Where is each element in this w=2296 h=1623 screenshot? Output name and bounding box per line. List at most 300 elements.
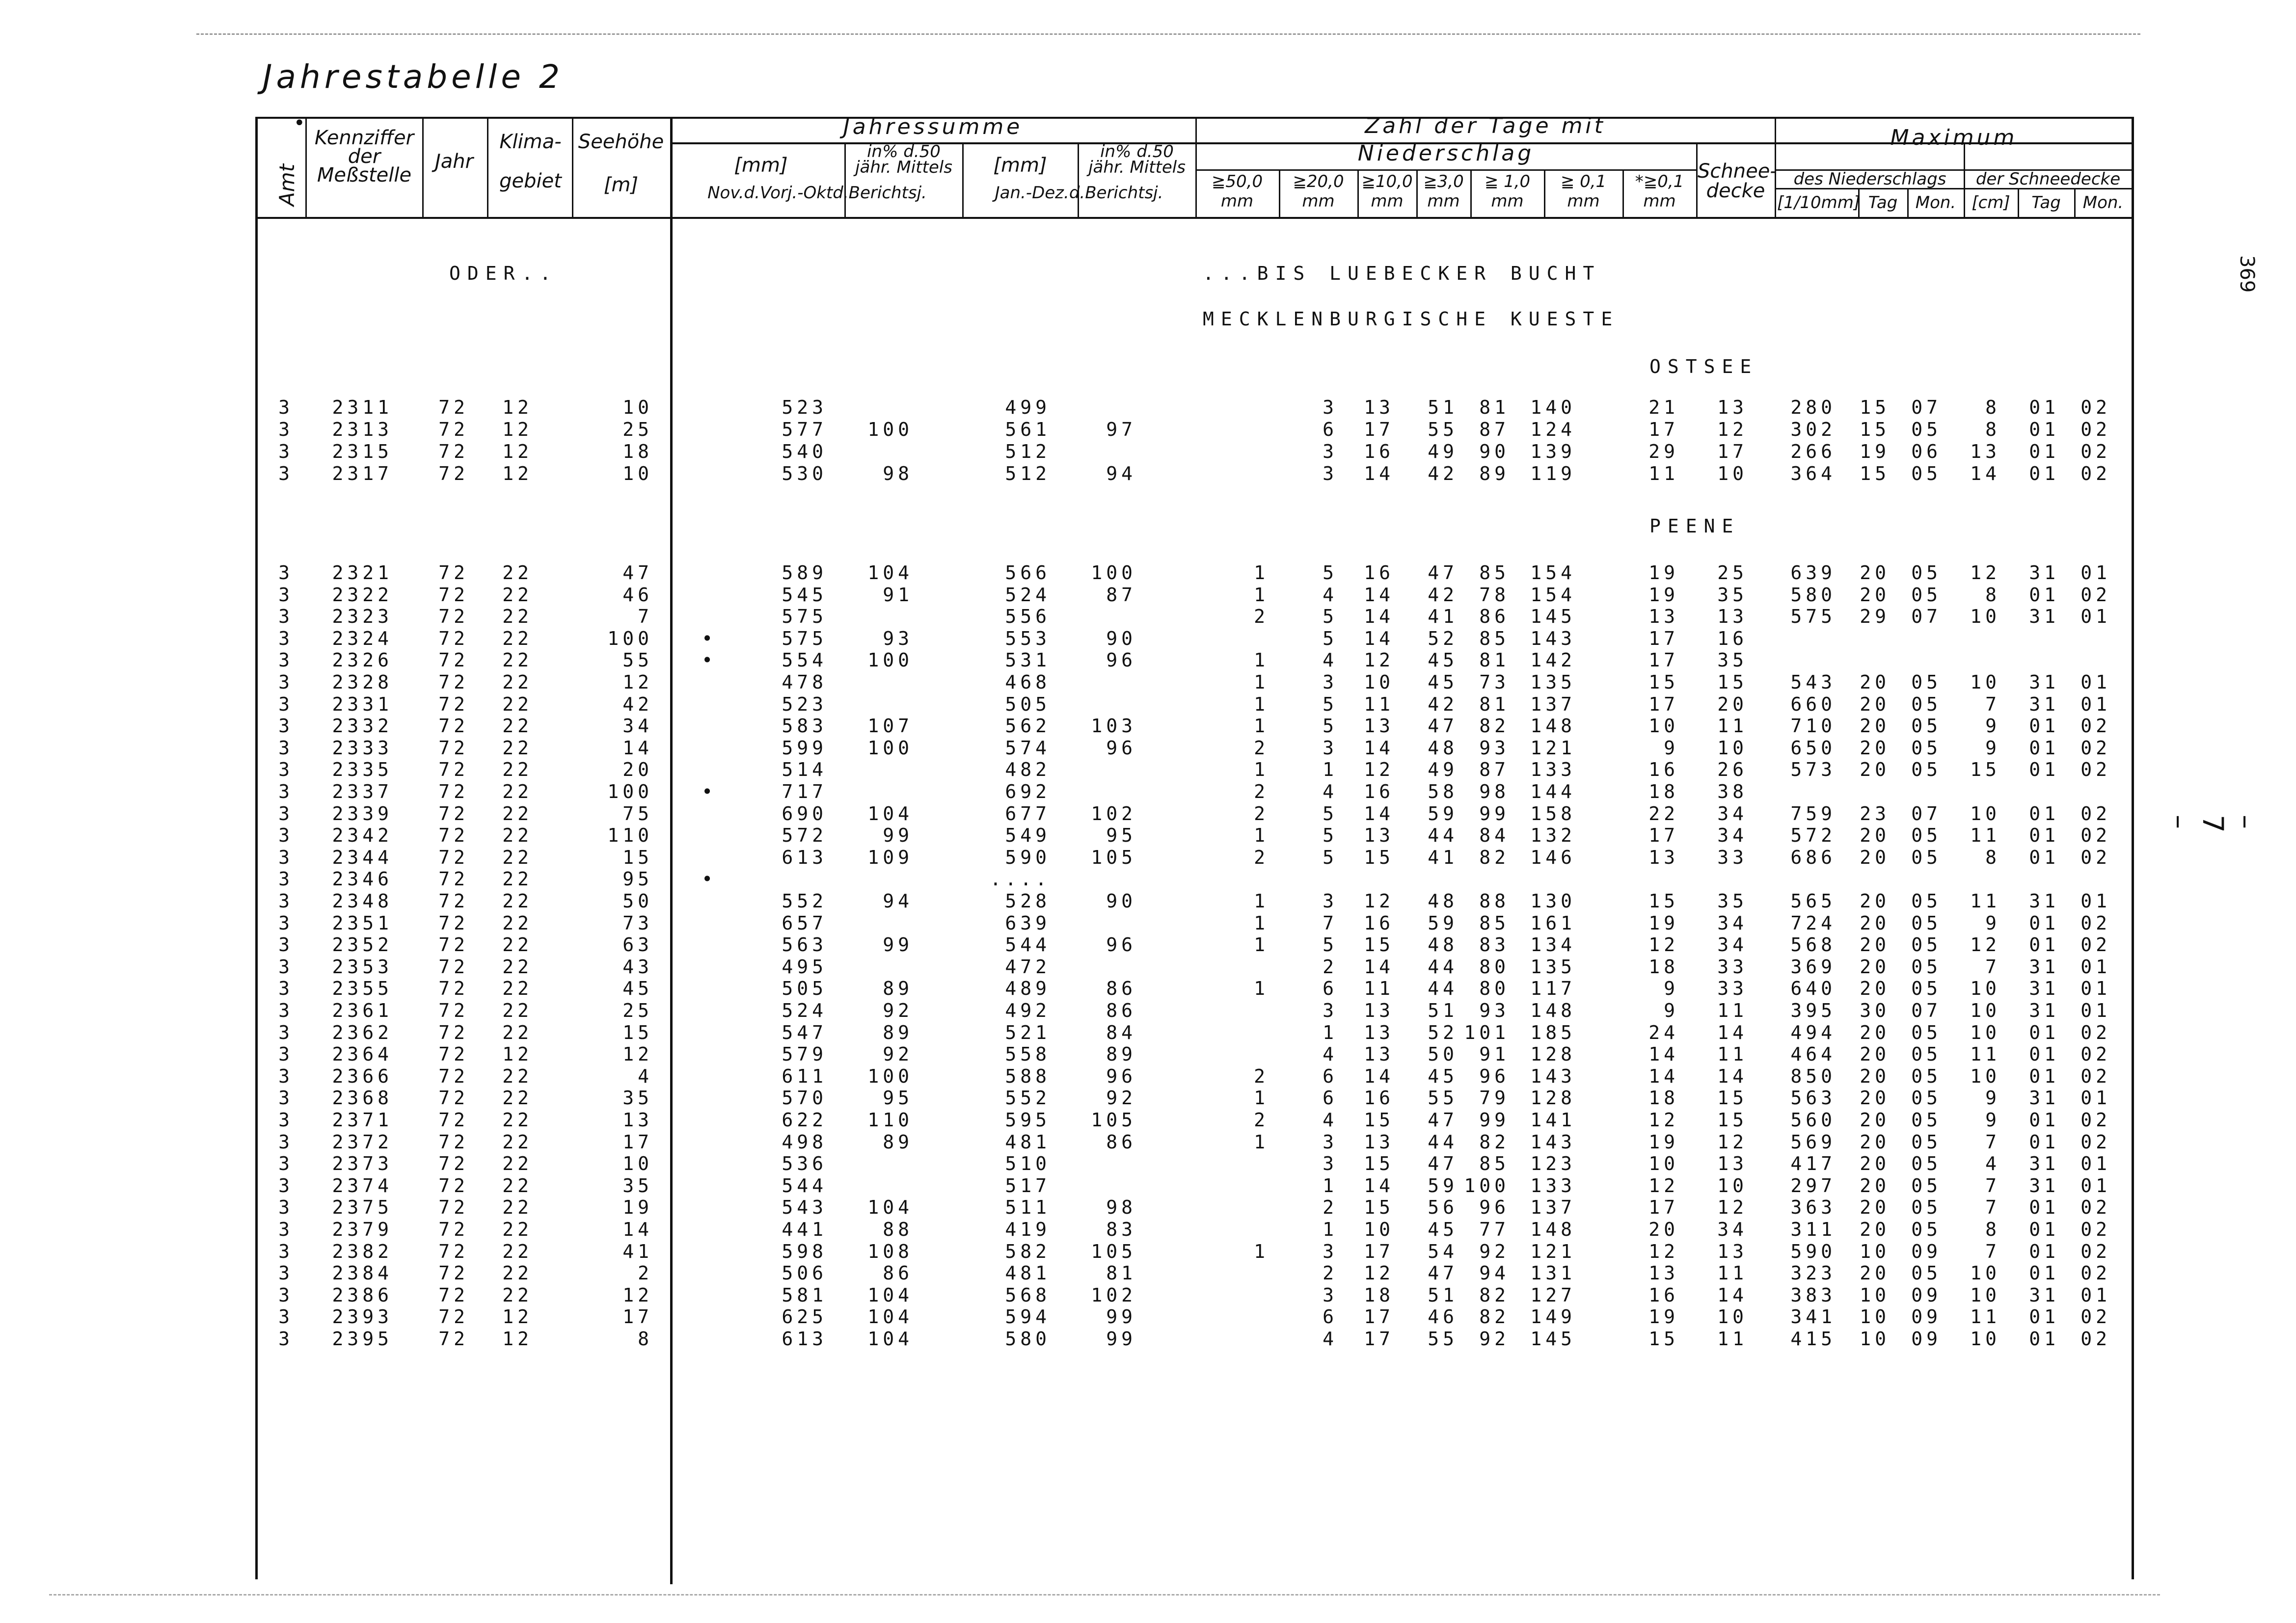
table-cell-see: 95 <box>622 868 653 890</box>
table-cell-pct1: 100 <box>867 737 913 759</box>
header-schneedecke-1: Schnee- <box>1698 160 1777 183</box>
table-cell-pct1: 92 <box>883 1000 913 1021</box>
table-cell-n01: 143 <box>1530 1065 1576 1087</box>
header-kennziffer-1: Kennziffer <box>314 127 414 149</box>
table-cell-jahr: 72 <box>438 1021 469 1043</box>
region-mecklenburgische-kueste: MECKLENBURGISCHE KUESTE <box>1203 308 1620 330</box>
table-cell-mxt: 20 <box>1860 584 1890 606</box>
table-cell-sdt: 31 <box>2029 1087 2059 1109</box>
table-cell-n10: 15 <box>1364 846 1394 868</box>
table-cell-see: 35 <box>622 1174 653 1197</box>
table-cell-mxm: 05 <box>1911 463 1942 484</box>
table-cell-amt: 3 <box>278 890 294 912</box>
table-cell-mxn: 639 <box>1790 562 1836 584</box>
table-cell-sdm: 01 <box>2080 606 2111 628</box>
table-cell-n10: 12 <box>1364 649 1394 671</box>
table-cell-nov: 552 <box>782 890 827 912</box>
header-seehoehe-unit: [m] <box>603 174 639 196</box>
table-cell-n10: 16 <box>1364 781 1394 802</box>
table-cell-id: 2323 <box>332 606 393 628</box>
header-max-ns-amount: [1/10mm] <box>1777 193 1861 213</box>
table-cell-n01: 145 <box>1530 1328 1576 1350</box>
table-cell-n1: 99 <box>1479 1109 1510 1131</box>
header-des-niederschlags: des Niederschlags <box>1793 169 1946 189</box>
table-cell-n1: 100 <box>1464 1174 1510 1197</box>
table-cell-mxn: 710 <box>1790 715 1836 737</box>
header-max-ns-tag: Tag <box>1868 193 1898 213</box>
table-cell-kl: 22 <box>502 1219 533 1240</box>
table-cell-pct1: 86 <box>883 1262 913 1284</box>
table-cell-ns: 24 <box>1648 1021 1679 1043</box>
hdr-div <box>1078 144 1079 217</box>
table-cell-n3: 51 <box>1428 397 1458 418</box>
table-cell-nov: 544 <box>782 1174 827 1197</box>
table-cell-n50: 1 <box>1254 671 1269 693</box>
table-cell-n50: 1 <box>1254 978 1269 1000</box>
table-cell-n3: 55 <box>1428 1328 1458 1350</box>
table-cell-ns: 15 <box>1648 1328 1679 1350</box>
table-cell-n10: 13 <box>1364 397 1394 418</box>
table-cell-n01: 117 <box>1530 978 1576 1000</box>
table-cell-n3: 42 <box>1428 693 1458 715</box>
table-cell-kl: 22 <box>502 781 533 802</box>
table-row <box>0 759 2160 780</box>
table-row <box>0 628 2160 649</box>
table-cell-jan: 510 <box>1005 1153 1051 1175</box>
table-cell-n50: 1 <box>1254 1131 1269 1153</box>
table-cell-kl: 12 <box>502 419 533 440</box>
table-cell-sd: 14 <box>1717 1021 1748 1043</box>
table-cell-n20: 3 <box>1323 1284 1338 1306</box>
table-row <box>0 1241 2160 1262</box>
table-cell-n50: 1 <box>1254 715 1269 737</box>
table-cell-kl: 22 <box>502 868 533 890</box>
table-cell-n10: 14 <box>1364 606 1394 628</box>
table-cell-jan: 489 <box>1005 978 1051 1000</box>
hdr-div <box>572 118 573 218</box>
table-cell-sdm: 01 <box>2080 1174 2111 1197</box>
table-cell-sdt: 01 <box>2029 441 2059 462</box>
table-cell-ns: 18 <box>1648 781 1679 802</box>
table-cell-sdm: 02 <box>2080 1131 2111 1153</box>
table-cell-id: 2386 <box>332 1284 393 1306</box>
table-cell-amt: 3 <box>278 1000 294 1021</box>
table-cell-mxn: 364 <box>1790 463 1836 484</box>
table-cell-mxn: 302 <box>1790 419 1836 440</box>
header-jahr: Jahr <box>434 150 474 173</box>
table-cell-kl: 12 <box>502 397 533 418</box>
table-cell-jahr: 72 <box>438 671 469 693</box>
table-row <box>0 1087 2160 1109</box>
table-cell-n01: 161 <box>1530 912 1576 934</box>
table-cell-n1: 81 <box>1479 693 1510 715</box>
table-cell-jahr: 72 <box>438 912 469 934</box>
table-cell-sdt: 01 <box>2029 737 2059 759</box>
table-cell-kl: 12 <box>502 1328 533 1350</box>
table-cell-mxm: 05 <box>1911 1219 1942 1240</box>
header-ns-unit: mm <box>1302 191 1335 211</box>
table-cell-jan: 562 <box>1005 715 1051 737</box>
table-cell-mxt: 15 <box>1860 397 1890 418</box>
table-cell-jan: 528 <box>1005 890 1051 912</box>
table-cell-n01: 148 <box>1530 715 1576 737</box>
table-cell-n3: 56 <box>1428 1197 1458 1219</box>
table-row <box>0 978 2160 999</box>
table-cell-id: 2346 <box>332 868 393 890</box>
table-cell-kl: 22 <box>502 1284 533 1306</box>
table-cell-nov: 441 <box>782 1219 827 1240</box>
table-cell-n10: 12 <box>1364 759 1394 781</box>
table-row <box>0 693 2160 715</box>
table-cell-amt: 3 <box>278 649 294 671</box>
table-cell-n50: 1 <box>1254 912 1269 934</box>
table-cell-n1: 77 <box>1479 1219 1510 1240</box>
table-cell-id: 2364 <box>332 1043 393 1065</box>
table-cell-amt: 3 <box>278 846 294 868</box>
table-cell-mxm: 05 <box>1911 825 1942 847</box>
table-cell-pct1: 107 <box>867 715 913 737</box>
table-cell-see: 73 <box>622 912 653 934</box>
table-cell-n20: 2 <box>1323 1262 1338 1284</box>
table-cell-nov: 599 <box>782 737 827 759</box>
table-cell-nov: 690 <box>782 802 827 825</box>
table-cell-pct2: 98 <box>1106 1197 1136 1219</box>
table-cell-n10: 13 <box>1364 715 1394 737</box>
table-cell-pct2: 87 <box>1106 584 1136 606</box>
table-cell-jan: 561 <box>1005 419 1051 440</box>
table-cell-jahr: 72 <box>438 1328 469 1350</box>
table-cell-sdc: 10 <box>1970 1000 2000 1021</box>
table-cell-ns: 12 <box>1648 934 1679 956</box>
table-cell-sdc: 8 <box>1985 846 2000 868</box>
header-kennziffer-3: Meßstelle <box>317 164 412 186</box>
table-cell-n20: 2 <box>1323 956 1338 978</box>
table-cell-n01: 131 <box>1530 1262 1576 1284</box>
table-cell-n1: 87 <box>1479 419 1510 440</box>
table-cell-jahr: 72 <box>438 463 469 484</box>
table-cell-n20: 3 <box>1323 441 1338 462</box>
table-cell-n1: 92 <box>1479 1240 1510 1262</box>
table-cell-n3: 48 <box>1428 890 1458 912</box>
table-cell-sdt: 31 <box>2029 1000 2059 1021</box>
table-cell-amt: 3 <box>278 1328 294 1350</box>
hdr-div <box>962 144 964 217</box>
table-cell-amt: 3 <box>278 419 294 440</box>
table-cell-kl: 22 <box>502 802 533 825</box>
table-cell-ns: 17 <box>1648 1197 1679 1219</box>
table-cell-id: 2374 <box>332 1174 393 1197</box>
table-cell-sdc: 8 <box>1985 1219 2000 1240</box>
table-cell-nov: 543 <box>782 1197 827 1219</box>
table-cell-amt: 3 <box>278 1153 294 1175</box>
side-page-mark: – 7 – <box>2163 815 2263 836</box>
table-cell-pct1: 108 <box>867 1240 913 1262</box>
table-cell-mxt: 20 <box>1860 562 1890 584</box>
table-cell-n01: 139 <box>1530 441 1576 462</box>
table-cell-n1: 84 <box>1479 825 1510 847</box>
table-cell-sdc: 10 <box>1970 802 2000 825</box>
table-row <box>0 1153 2160 1174</box>
table-cell-pct2: 86 <box>1106 1000 1136 1021</box>
table-cell-mxn: 363 <box>1790 1197 1836 1219</box>
page-number: 369 <box>2236 255 2258 293</box>
table-cell-jahr: 72 <box>438 846 469 868</box>
table-cell-see: 10 <box>622 463 653 484</box>
header-ns-unit: mm <box>1371 191 1404 211</box>
header-kennziffer-2: der <box>348 145 381 168</box>
table-cell-jahr: 72 <box>438 441 469 462</box>
table-cell-pct2: 105 <box>1091 1240 1136 1262</box>
table-cell-sdm: 01 <box>2080 978 2111 1000</box>
table-cell-mxn: 297 <box>1790 1174 1836 1197</box>
table-cell-kl: 22 <box>502 1153 533 1175</box>
table-cell-pct2: 90 <box>1106 627 1136 649</box>
header-max-sd-cm: [cm] <box>1972 193 2010 213</box>
table-cell-see: 17 <box>622 1306 653 1328</box>
header-amt: Amt <box>275 163 299 206</box>
table-cell-sd: 15 <box>1717 671 1748 693</box>
table-cell-n1: 93 <box>1479 1000 1510 1021</box>
table-cell-n1: 93 <box>1479 737 1510 759</box>
table-cell-n10: 14 <box>1364 802 1394 825</box>
table-cell-jan: .... <box>990 868 1051 890</box>
table-row <box>0 912 2160 934</box>
table-cell-pct2: 99 <box>1106 1328 1136 1350</box>
table-cell-jahr: 72 <box>438 1284 469 1306</box>
table-cell-pct2: 86 <box>1106 1131 1136 1153</box>
table-cell-nov: 583 <box>782 715 827 737</box>
table-cell-jahr: 72 <box>438 1262 469 1284</box>
table-cell-sd: 13 <box>1717 1240 1748 1262</box>
table-cell-see: 43 <box>622 956 653 978</box>
region-oder: ODER.. <box>449 263 558 284</box>
table-cell-mxt: 20 <box>1860 693 1890 715</box>
table-cell-n20: 4 <box>1323 1328 1338 1350</box>
table-cell-n01: 185 <box>1530 1021 1576 1043</box>
table-cell-ns: 9 <box>1664 1000 1679 1021</box>
table-cell-n20: 5 <box>1323 627 1338 649</box>
table-cell-ns: 12 <box>1648 1174 1679 1197</box>
table-cell-sd: 11 <box>1717 1262 1748 1284</box>
table-cell-sdt: 01 <box>2029 1021 2059 1043</box>
table-cell-sd: 13 <box>1717 1153 1748 1175</box>
table-cell-n1: 82 <box>1479 846 1510 868</box>
table-cell-mxt: 23 <box>1860 802 1890 825</box>
table-cell-n20: 2 <box>1323 1197 1338 1219</box>
table-cell-sd: 10 <box>1717 1174 1748 1197</box>
table-cell-n20: 5 <box>1323 715 1338 737</box>
table-cell-amt: 3 <box>278 825 294 847</box>
table-cell-n50: 2 <box>1254 737 1269 759</box>
table-cell-n10: 16 <box>1364 912 1394 934</box>
header-seehoehe: Seehöhe <box>578 131 664 153</box>
table-cell-sd: 11 <box>1717 1000 1748 1021</box>
table-cell-id: 2317 <box>332 463 393 484</box>
table-cell-sd: 10 <box>1717 737 1748 759</box>
table-cell-sd: 15 <box>1717 1109 1748 1131</box>
table-cell-n3: 52 <box>1428 627 1458 649</box>
table-cell-mxn: 323 <box>1790 1262 1836 1284</box>
table-cell-n10: 14 <box>1364 627 1394 649</box>
table-cell-pct1: 104 <box>867 1328 913 1350</box>
table-cell-n10: 14 <box>1364 1174 1394 1197</box>
table-cell-n20: 5 <box>1323 693 1338 715</box>
table-cell-ns: 14 <box>1648 1065 1679 1087</box>
table-cell-amt: 3 <box>278 562 294 584</box>
table-cell-sdc: 7 <box>1985 1131 2000 1153</box>
table-cell-jahr: 72 <box>438 781 469 802</box>
table-cell-id: 2331 <box>332 693 393 715</box>
table-cell-mxn: 464 <box>1790 1043 1836 1065</box>
table-cell-kl: 22 <box>502 912 533 934</box>
table-cell-see: 47 <box>622 562 653 584</box>
table-cell-sdm: 01 <box>2080 671 2111 693</box>
table-cell-sdm: 02 <box>2080 1197 2111 1219</box>
table-cell-sdc: 9 <box>1985 1109 2000 1131</box>
table-cell-sdc: 10 <box>1970 1262 2000 1284</box>
table-cell-sdt: 01 <box>2029 759 2059 781</box>
header-ns-20: ≧20,0 <box>1293 172 1344 191</box>
table-cell-jan: 639 <box>1005 912 1051 934</box>
table-cell-nov: 524 <box>782 1000 827 1021</box>
table-cell-jan: 553 <box>1005 627 1051 649</box>
table-cell-sdt: 01 <box>2029 1109 2059 1131</box>
table-cell-sdm: 02 <box>2080 846 2111 868</box>
table-cell-ns: 21 <box>1648 397 1679 418</box>
table-cell-ns: 13 <box>1648 846 1679 868</box>
region-ostsee: OSTSEE <box>1649 356 1758 377</box>
table-cell-mxt: 20 <box>1860 956 1890 978</box>
table-cell-mxm: 05 <box>1911 934 1942 956</box>
table-cell-n3: 47 <box>1428 1109 1458 1131</box>
table-cell-jahr: 72 <box>438 1219 469 1240</box>
table-cell-sd: 13 <box>1717 397 1748 418</box>
table-cell-sdm: 01 <box>2080 1087 2111 1109</box>
table-cell-n3: 59 <box>1428 1174 1458 1197</box>
table-cell-jahr: 72 <box>438 825 469 847</box>
table-cell-id: 2322 <box>332 584 393 606</box>
table-cell-jan: 582 <box>1005 1240 1051 1262</box>
table-cell-nov: 506 <box>782 1262 827 1284</box>
table-cell-amt: 3 <box>278 463 294 484</box>
table-cell-nov: 547 <box>782 1021 827 1043</box>
table-cell-mxm: 05 <box>1911 890 1942 912</box>
header-js-pct1-a: in% d.50 <box>867 142 941 161</box>
table-cell-sd: 11 <box>1717 1043 1748 1065</box>
table-cell-n50: 1 <box>1254 825 1269 847</box>
table-cell-amt: 3 <box>278 868 294 890</box>
table-cell-n01: 121 <box>1530 737 1576 759</box>
table-cell-dot: • <box>702 868 717 890</box>
table-cell-mxt: 20 <box>1860 1131 1890 1153</box>
header-js-pct2-a: in% d.50 <box>1100 142 1174 161</box>
table-cell-nov: 622 <box>782 1109 827 1131</box>
table-cell-mxm: 05 <box>1911 1174 1942 1197</box>
table-cell-n3: 51 <box>1428 1000 1458 1021</box>
table-cell-sdt: 01 <box>2029 1219 2059 1240</box>
table-cell-mxn: 590 <box>1790 1240 1836 1262</box>
hdr-div <box>487 118 488 218</box>
table-cell-n50: 1 <box>1254 649 1269 671</box>
table-cell-ns: 19 <box>1648 1306 1679 1328</box>
table-cell-sdm: 02 <box>2080 1219 2111 1240</box>
table-cell-n01: 143 <box>1530 1131 1576 1153</box>
table-cell-n3: 41 <box>1428 606 1458 628</box>
table-cell-mxm: 05 <box>1911 1131 1942 1153</box>
table-row <box>0 1197 2160 1218</box>
table-row <box>0 562 2160 584</box>
table-cell-amt: 3 <box>278 978 294 1000</box>
table-cell-pct2: 103 <box>1091 715 1136 737</box>
table-cell-n10: 14 <box>1364 737 1394 759</box>
table-cell-mxm: 05 <box>1911 978 1942 1000</box>
table-cell-n10: 13 <box>1364 825 1394 847</box>
table-cell-n10: 13 <box>1364 1021 1394 1043</box>
table-cell-see: 110 <box>607 825 653 847</box>
table-cell-jan: 524 <box>1005 584 1051 606</box>
table-cell-sd: 25 <box>1717 562 1748 584</box>
table-cell-mxn: 543 <box>1790 671 1836 693</box>
table-cell-mxm: 05 <box>1911 912 1942 934</box>
table-cell-pct1: 104 <box>867 802 913 825</box>
table-cell-kl: 22 <box>502 1197 533 1219</box>
table-cell-see: 12 <box>622 671 653 693</box>
table-cell-jan: 568 <box>1005 1284 1051 1306</box>
table-cell-sdc: 11 <box>1970 890 2000 912</box>
table-cell-jan: 566 <box>1005 562 1051 584</box>
table-cell-ns: 19 <box>1648 562 1679 584</box>
table-cell-n01: 121 <box>1530 1240 1576 1262</box>
table-cell-mxm: 07 <box>1911 802 1942 825</box>
header-ns-01: ≧ 0,1 <box>1560 172 1607 191</box>
table-cell-pct2: 105 <box>1091 846 1136 868</box>
table-cell-sdc: 10 <box>1970 1065 2000 1087</box>
table-cell-nov: 505 <box>782 978 827 1000</box>
table-cell-pct1: 89 <box>883 1021 913 1043</box>
table-cell-id: 2333 <box>332 737 393 759</box>
header-js-jan: Jan.-Dez.d.Berichtsj. <box>995 183 1163 203</box>
table-cell-jan: 492 <box>1005 1000 1051 1021</box>
table-cell-n1: 94 <box>1479 1262 1510 1284</box>
table-cell-n20: 3 <box>1323 737 1338 759</box>
table-cell-n01: 142 <box>1530 649 1576 671</box>
table-cell-n20: 3 <box>1323 671 1338 693</box>
table-cell-kl: 22 <box>502 1000 533 1021</box>
table-cell-kl: 22 <box>502 825 533 847</box>
table-cell-kl: 22 <box>502 956 533 978</box>
table-cell-n50: 1 <box>1254 562 1269 584</box>
table-cell-see: 18 <box>622 441 653 462</box>
table-cell-n10: 16 <box>1364 1087 1394 1109</box>
table-cell-sdc: 9 <box>1985 715 2000 737</box>
table-cell-n20: 6 <box>1323 419 1338 440</box>
table-cell-jahr: 72 <box>438 1109 469 1131</box>
table-cell-n10: 17 <box>1364 1240 1394 1262</box>
table-row <box>0 715 2160 737</box>
table-cell-sd: 12 <box>1717 419 1748 440</box>
table-cell-kl: 22 <box>502 715 533 737</box>
table-cell-mxm: 06 <box>1911 441 1942 462</box>
table-cell-mxt: 20 <box>1860 737 1890 759</box>
table-cell-sdt: 31 <box>2029 1153 2059 1175</box>
table-cell-pct2: 83 <box>1106 1219 1136 1240</box>
table-cell-jan: 594 <box>1005 1306 1051 1328</box>
table-cell-sd: 35 <box>1717 649 1748 671</box>
table-cell-sd: 14 <box>1717 1284 1748 1306</box>
header-max-sd-tag: Tag <box>2031 193 2061 213</box>
table-cell-sd: 12 <box>1717 1131 1748 1153</box>
table-cell-n20: 3 <box>1323 1000 1338 1021</box>
